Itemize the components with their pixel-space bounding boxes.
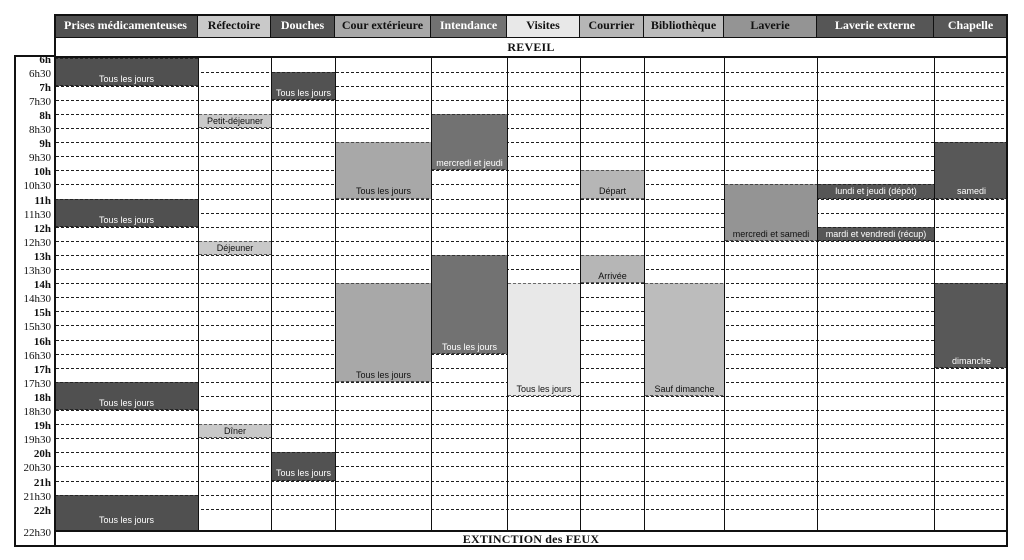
time-label: 18h30	[23, 406, 51, 418]
column-header-refectoire: Réfectoire	[198, 14, 271, 38]
schedule-block-label: Arrivée	[598, 270, 627, 281]
time-label: 8h	[39, 110, 51, 122]
time-label: 17h30	[23, 378, 51, 390]
schedule-block-label: samedi	[956, 186, 986, 196]
lights-out-label: EXTINCTION des FEUX	[462, 532, 600, 546]
column-header-intendance: Intendance	[431, 14, 507, 38]
time-label: 12h30	[23, 237, 51, 249]
schedule-block-label: Tous les jours	[275, 468, 332, 478]
time-label: 10h	[33, 166, 51, 178]
schedule-block-label: Tous les jours	[355, 369, 412, 380]
time-label: 15h	[33, 307, 51, 319]
time-label: 8h30	[29, 124, 51, 136]
time-label: 19h	[33, 420, 51, 432]
column-header-courrier: Courrier	[580, 14, 644, 38]
time-label: 9h30	[29, 152, 51, 164]
time-label: 10h30	[23, 180, 51, 192]
schedule-block-label: Tous les jours	[516, 383, 572, 394]
time-label: 17h	[33, 364, 51, 376]
time-label: 20h30	[23, 462, 51, 474]
time-label: 12h	[33, 223, 51, 235]
schedule-block-label: Tous les jours	[98, 214, 155, 225]
schedule-block-label: Tous les jours	[275, 87, 332, 98]
column-header-prises-medicamenteuses: Prises médicamenteuses	[54, 14, 198, 38]
time-label: 15h30	[23, 321, 51, 333]
column-header-cour-exterieure: Cour extérieure	[335, 14, 431, 38]
time-label: 14h30	[23, 293, 51, 305]
schedule-block-label: lundi et jeudi (dépôt)	[835, 186, 917, 196]
time-label: 14h	[33, 279, 51, 291]
time-label: 16h30	[23, 350, 51, 362]
schedule-block-label: Sauf dimanche	[654, 383, 715, 394]
schedule-block-label: Tous les jours	[98, 73, 155, 84]
time-label: 6h	[39, 54, 51, 66]
schedule-block-label: mercredi et samedi	[732, 228, 810, 239]
time-label: 21h	[33, 477, 51, 489]
time-label: 19h30	[23, 434, 51, 446]
column-header-visites: Visites	[507, 14, 580, 38]
column-header-laverie-externe: Laverie externe	[817, 14, 934, 38]
time-label: 11h	[34, 195, 51, 207]
schedule-block-label: Petit-déjeuner	[206, 115, 264, 126]
time-label: 7h30	[29, 96, 51, 108]
column-header-laverie: Laverie	[724, 14, 817, 38]
column-header-douches: Douches	[271, 14, 335, 38]
column-header-chapelle: Chapelle	[934, 14, 1008, 38]
time-label: 11h30	[23, 209, 51, 221]
time-label: 7h	[39, 82, 51, 94]
wake-up-label: REVEIL	[507, 39, 555, 54]
schedule-block-label: Tous les jours	[98, 397, 155, 408]
schedule-block-label: Tous les jours	[355, 186, 412, 196]
schedule-block-label: Départ	[598, 186, 626, 196]
time-label: 22h	[33, 505, 51, 517]
schedule-block-label: Dîner	[223, 425, 246, 436]
schedule-block-label: Tous les jours	[441, 341, 498, 352]
time-label: 20h	[33, 448, 51, 460]
time-label: 13h30	[23, 265, 51, 277]
schedule-block-label: Tous les jours	[98, 514, 155, 525]
time-label: 6h30	[29, 68, 51, 80]
time-label: 13h	[33, 251, 51, 263]
time-label: 9h	[39, 138, 51, 150]
schedule-block-label: dimanche	[951, 355, 992, 366]
column-header-bibliotheque: Bibliothèque	[644, 14, 724, 38]
time-label: 18h	[33, 392, 51, 404]
time-label: 21h30	[23, 491, 51, 503]
time-label: 16h	[33, 336, 51, 348]
time-label: 22h30	[23, 527, 51, 539]
schedule-block-label: Déjeuner	[216, 242, 254, 253]
schedule-block-label: mercredi et jeudi	[436, 157, 503, 168]
schedule-block-label: mardi et vendredi (récup)	[825, 228, 927, 239]
